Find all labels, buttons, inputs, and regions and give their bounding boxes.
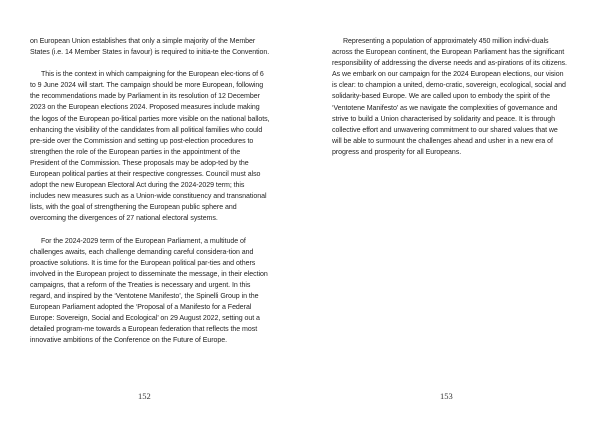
body-paragraph: For the 2024-2029 term of the European Parliament, a multitude of challenges awaits, each challenge demanding careful considera-tion and proactive solutions. It is time for the European political par-ties and others involved in the European project to disseminate the message, in their election campaigns, that a reform of the Treaties is necessary and urgent. In this regard, and inspired by the ‘Ventotene Manifesto’, the Spinelli Group in the European Parliament adopted the ‘Proposal of a Manifesto for a Federal Europe: Sovereign, Social and Ecological’ on 29 August 2022, setting out a detailed program-me towards a European federation that reflects the most innovative ambitions of the Conference on the Future of Europe. xyxy=(30,237,268,345)
body-paragraph: Representing a population of approximately 450 million indivi-duals across the European continent, the European Parliament has the significant responsibility of addressing the diverse needs and as-pirations of its citizens. As we embark on our campaign for the 2024 European elections, our vision is clear: to champion a united, demo-cratic, sovereign, ecological, social and solidarity-based Europe. We are called upon to embody the spirit of the ‘Ventotene Manifesto’ as we navigate the complexities of governance and strive to build a Union characterised by solidarity and peace. It is through collective effort and unwavering commitment to our shared values that we will be able to surmount the challenges ahead and usher in a new era of progress and prosperity for all Europeans. xyxy=(332,38,567,156)
page-number: 152 xyxy=(138,391,151,401)
body-paragraph: on European Union establishes that only a simple majority of the Member States (i.e. 14 Member States in favour) is required to initia-te the Convention. xyxy=(30,38,270,57)
page-number: 153 xyxy=(440,391,453,401)
body-paragraph: This is the context in which campaigning for the European elec-tions of 6 to 9 June 2024 will start. The campaign should be more European, following the recommendations made by Parliament in its resolution of 12 December 2023 on the European elections 2024. Proposed measures include making the logos of the European po-litical parties more visible on the national ballots, enhancing the visibility of the candidates from all political families who could pre-side over the Commission and setting up post-election procedures to strengthen the role of the European parties in the appointment of the President of the Commission. These proposals may be adop-ted by the European political parties at their respective congresses. Council must also adopt the new European Electoral Act during the 2024-2029 term; this includes new measures such as a Union-wide constituency and transnational lists, with the goal of strengthening the European public sphere and overcoming the divergences of 27 national electoral systems. xyxy=(30,71,270,223)
right-page xyxy=(300,0,600,425)
right-text-column xyxy=(332,36,569,158)
left-text-column xyxy=(30,36,270,346)
